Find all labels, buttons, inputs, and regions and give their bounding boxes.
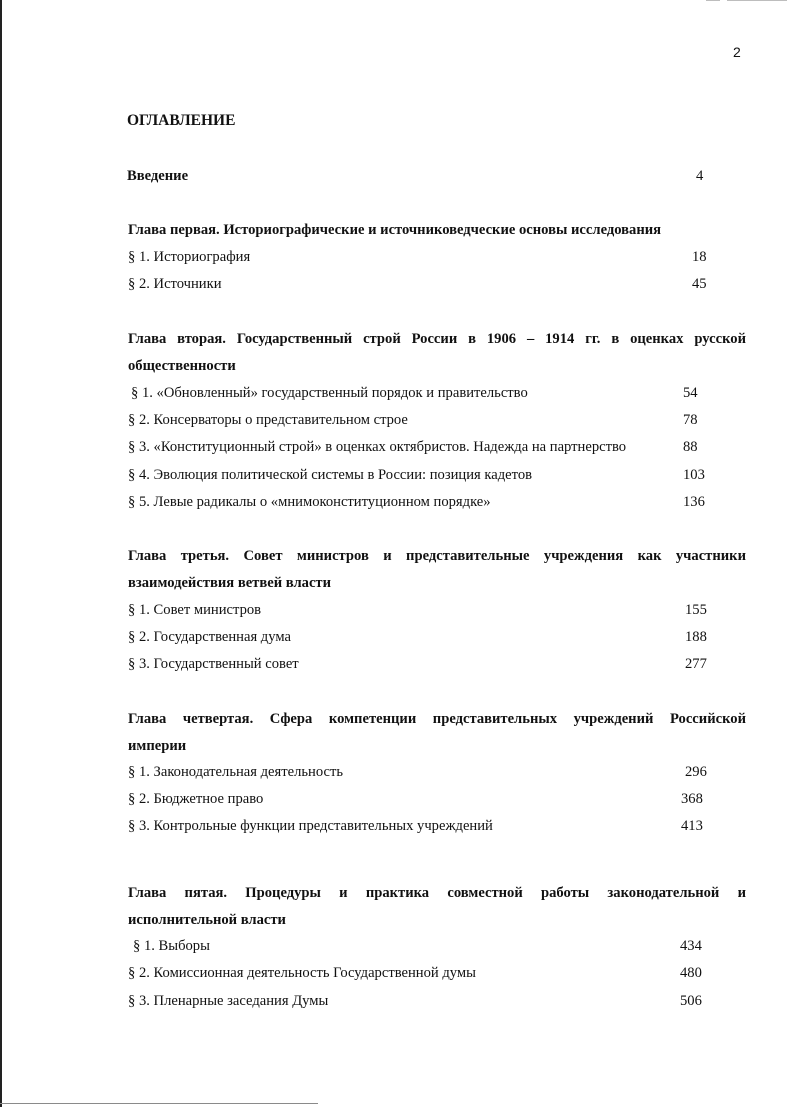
toc-page: 368 (681, 791, 703, 807)
toc-page: 413 (681, 818, 703, 834)
toc-entry: § 4. Эволюция политической системы в России: позиция кадетов (128, 467, 533, 483)
toc-page: 188 (685, 629, 707, 645)
scan-top-mark (706, 0, 720, 1)
toc-page: 78 (683, 412, 698, 428)
toc-page: 434 (680, 938, 702, 954)
toc-page: 155 (685, 602, 707, 618)
toc-page: 18 (692, 249, 707, 265)
chapter-2-title: Глава вторая. Государственный строй России в 1906 – 1914 гг. в оценках русской (128, 331, 746, 347)
chapter-1-title: Глава первая. Историографические и источниковедческие основы исследования (128, 222, 662, 238)
toc-page: 296 (685, 764, 707, 780)
scan-bottom-edge (0, 1103, 318, 1104)
toc-entry: § 3. Пленарные заседания Думы (128, 993, 329, 1009)
page-number: 2 (733, 44, 741, 60)
toc-title: ОГЛАВЛЕНИЕ (127, 112, 236, 129)
toc-entry: § 1. Совет министров (128, 602, 262, 618)
scan-left-edge (0, 0, 2, 1107)
toc-entry: § 2. Государственная дума (128, 629, 291, 645)
toc-page: 54 (683, 385, 698, 401)
toc-entry: § 1. Выборы (133, 938, 210, 954)
toc-entry: § 3. Государственный совет (128, 656, 299, 672)
chapter-3-title-cont: взаимодействия ветвей власти (128, 575, 331, 591)
toc-entry: § 1. Историография (128, 249, 251, 265)
chapter-5-title: Глава пятая. Процедуры и практика совместной работы законодательной и (128, 885, 746, 901)
chapter-4-title: Глава четвертая. Сфера компетенции представительных учреждений Российской (128, 711, 746, 727)
toc-entry: § 2. Комиссионная деятельность Государственной думы (128, 965, 476, 981)
toc-entry: § 3. Контрольные функции представительных учреждений (128, 818, 493, 834)
chapter-5-title-cont: исполнительной власти (128, 912, 286, 928)
toc-page: 136 (683, 494, 705, 510)
toc-page: 45 (692, 276, 707, 292)
chapter-2-title-cont: общественности (128, 358, 236, 374)
chapter-4-title-cont: империи (128, 738, 187, 754)
toc-entry-introduction: Введение (127, 168, 189, 184)
toc-page: 480 (680, 965, 702, 981)
toc-entry: § 2. Бюджетное право (128, 791, 264, 807)
toc-page: 506 (680, 993, 702, 1009)
toc-page: 88 (683, 439, 698, 455)
toc-entry: § 3. «Конституционный строй» в оценках октябристов. Надежда на партнерство (128, 439, 627, 455)
toc-page: 277 (685, 656, 707, 672)
scan-top-mark (727, 0, 787, 1)
toc-entry: § 1. «Обновленный» государственный порядок и правительство (131, 385, 528, 401)
chapter-3-title: Глава третья. Совет министров и представительные учреждения как участники (128, 548, 746, 564)
toc-entry: § 1. Законодательная деятельность (128, 764, 344, 780)
toc-entry: § 2. Консерваторы о представительном строе (128, 412, 408, 428)
toc-entry: § 5. Левые радикалы о «мнимоконституционном порядке» (128, 494, 491, 510)
toc-entry: § 2. Источники (128, 276, 222, 292)
toc-page: 103 (683, 467, 705, 483)
toc-page-introduction: 4 (696, 168, 704, 184)
